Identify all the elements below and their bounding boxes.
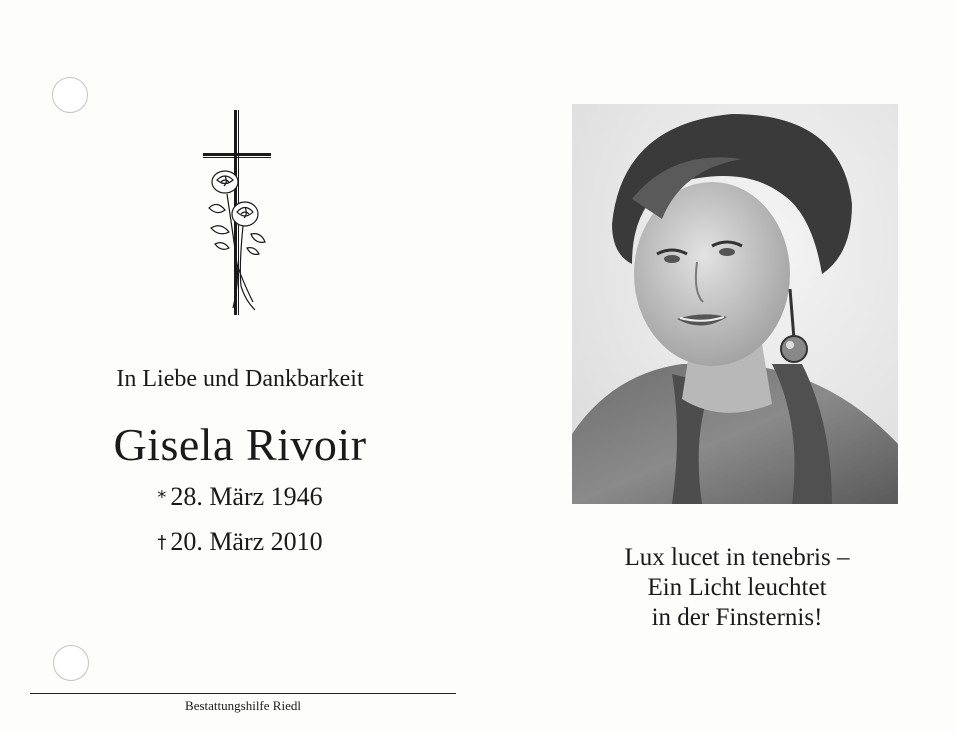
footer-divider (30, 693, 456, 694)
cross-with-roses-icon (195, 108, 277, 320)
portrait-photo (572, 104, 898, 504)
punch-hole-bottom (53, 645, 89, 681)
dedication-text: In Liebe und Dankbarkeit (116, 366, 364, 392)
birth-date-line (60, 482, 420, 512)
birth-symbol: * (157, 487, 167, 508)
death-symbol: † (157, 532, 167, 553)
motto-line: in der Finsternis! (651, 604, 823, 631)
motto-line: Ein Licht leuchtet (647, 574, 827, 601)
punch-hole-top (52, 77, 88, 113)
death-date-line (60, 527, 420, 557)
death-date: 20. März 2010 (170, 527, 323, 556)
motto-text (580, 543, 894, 633)
motto-line: Lux lucet in tenebris – (624, 544, 850, 571)
deceased-name: Gisela Rivoir (113, 419, 367, 470)
funeral-home-name: Bestattungshilfe Riedl (185, 698, 301, 713)
birth-date: 28. März 1946 (170, 482, 323, 511)
